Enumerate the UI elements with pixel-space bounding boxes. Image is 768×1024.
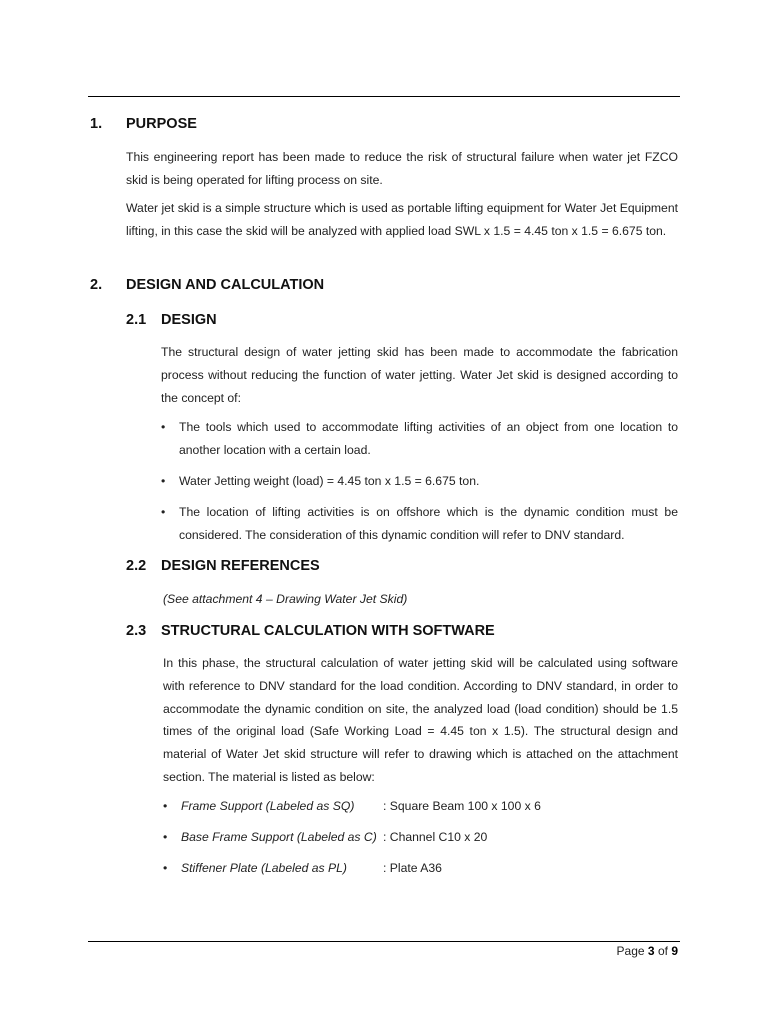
header-rule — [88, 96, 680, 97]
material-value: : Plate A36 — [383, 861, 442, 875]
paragraph-purpose-2: Water jet skid is a simple structure which is used as portable lifting equipment for Water Jet Equipment lifting, in this case the skid will be analyzed with applied load SWL x 1.5 = 4.45 ton x 1.5 = 6.675 ton. — [126, 201, 678, 238]
material-value: : Channel C10 x 20 — [383, 830, 488, 844]
bullet-icon: • — [163, 861, 168, 875]
paragraph-design: The structural design of water jetting skid has been made to accommodate the fabrication process without reducing the function of water jetting. Water Jet skid is designed according to the concept of: — [161, 345, 678, 405]
bullet-icon: • — [161, 505, 166, 519]
page-number: Page 3 of 9 — [616, 944, 678, 958]
bullet-icon: • — [161, 420, 166, 434]
subsection-heading-design: 2.1 DESIGN — [126, 312, 217, 328]
bullet-icon: • — [161, 474, 166, 488]
list-item — [163, 795, 678, 818]
subsection-heading-design-references: 2.2 DESIGN REFERENCES — [126, 558, 320, 574]
paragraph-purpose-1: This engineering report has been made to reduce the risk of structural failure when water jet FZCO skid is being operated for lifting process on site. — [126, 150, 678, 187]
material-label: Stiffener Plate (Labeled as PL) — [181, 861, 347, 875]
list-item — [163, 857, 678, 880]
list-item: • The tools which used to accommodate lifting activities of an object from one location to another location with a certain load. — [161, 416, 678, 462]
section-heading-design-calculation: 2. DESIGN AND CALCULATION — [90, 277, 325, 293]
list-item: • Water Jetting weight (load) = 4.45 ton x 1.5 = 6.675 ton. — [161, 470, 678, 493]
material-label: Base Frame Support (Labeled as C) — [181, 830, 377, 844]
material-value: : Square Beam 100 x 100 x 6 — [383, 799, 541, 813]
material-label: Frame Support (Labeled as SQ) — [181, 799, 355, 813]
bullet-icon: • — [163, 799, 168, 813]
subsection-heading-structural-calculation: 2.3 STRUCTURAL CALCULATION WITH SOFTWARE — [126, 623, 495, 639]
list-item: • The location of lifting activities is on offshore which is the dynamic condition must be considered. The consideration of this dynamic condition will refer to DNV standard. — [161, 501, 678, 547]
bullet-icon: • — [163, 830, 168, 844]
section-heading-purpose: 1. PURPOSE — [90, 116, 197, 132]
reference-note: (See attachment 4 – Drawing Water Jet Skid) — [163, 592, 408, 606]
footer-rule — [88, 941, 680, 942]
list-item — [163, 826, 678, 849]
paragraph-structural-calculation: In this phase, the structural calculation of water jetting skid will be calculated using software with reference to DNV standard for the load condition. According to DNV standard, in order to accommodate the dynamic condition on site, the analyzed load (load condition) should be 1.5 times of the original load (Safe Working Load = 4.45 ton x 1.5). The structural design and material of Water Jet skid structure will refer to drawing which is attached on the attachment section. The material is listed as below: — [163, 656, 678, 784]
